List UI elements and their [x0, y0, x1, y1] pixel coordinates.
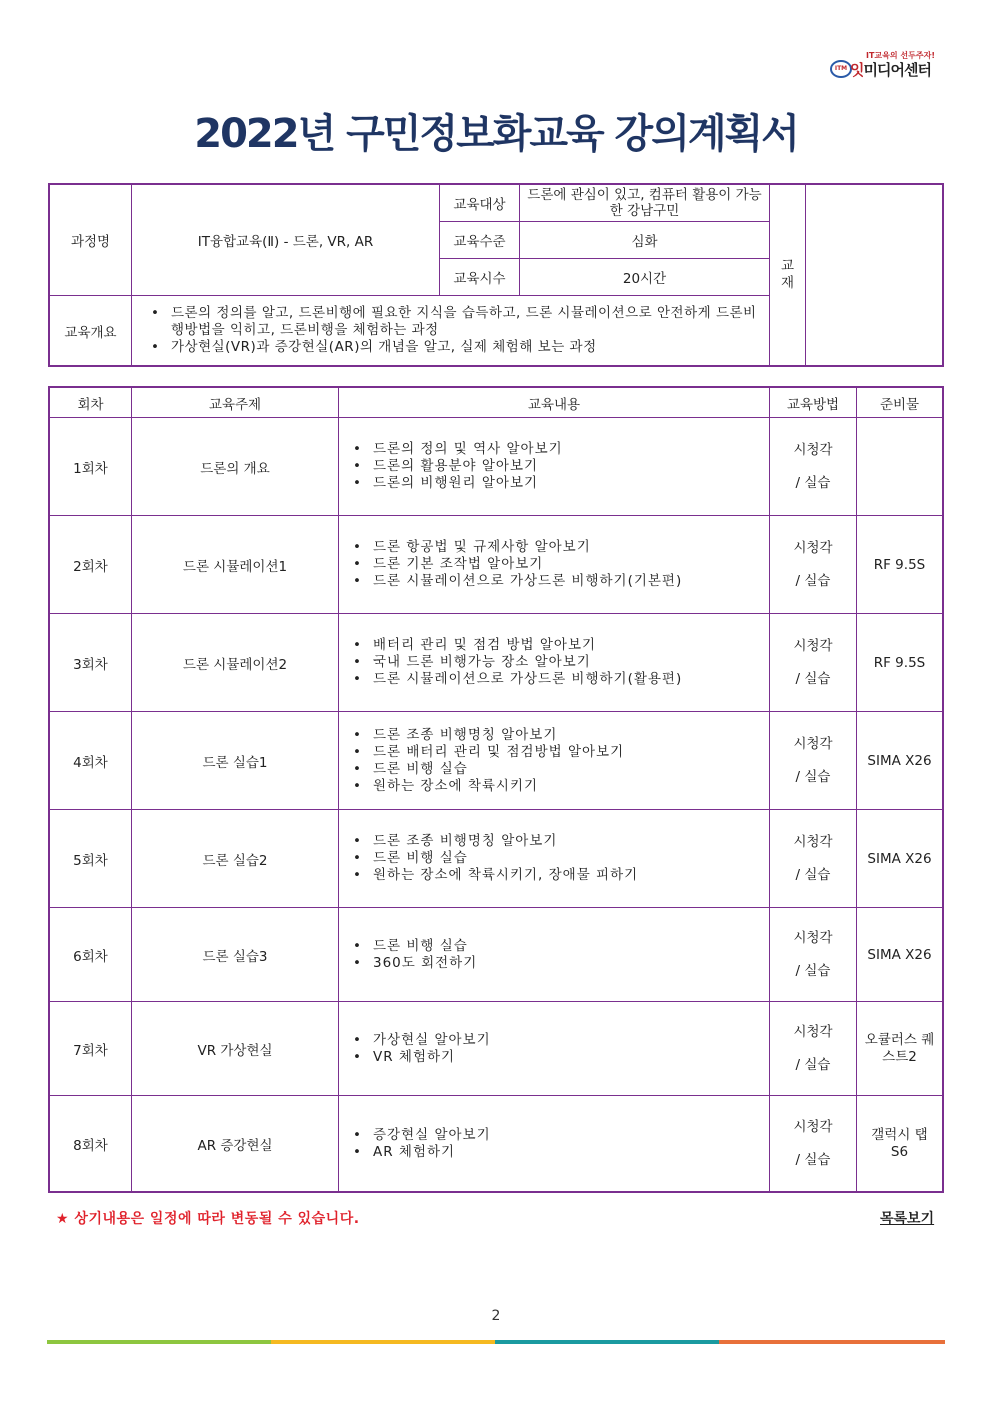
content-item: • 드론의 비행원리 알아보기 — [373, 475, 765, 492]
content-item: • 드론 비행 실습 — [373, 761, 765, 778]
content-item: • 국내 드론 비행가능 장소 알아보기 — [373, 654, 765, 671]
overview-item: • 드론의 정의를 알고, 드론비행에 필요한 지식을 습득하고, 드론 시뮬레이션으로 안전하게 드론비행방법을 익히고, 드론비행을 체험하는 과정 — [171, 305, 765, 339]
session-content — [339, 712, 770, 810]
content-item: • VR 체험하기 — [373, 1049, 765, 1066]
content-item: • 드론 시뮬레이션으로 가상드론 비행하기(기본편) — [373, 573, 765, 590]
session-content — [339, 614, 770, 712]
session-topic: 드론 시뮬레이션1 — [132, 516, 339, 614]
overview-label: 교육개요 — [50, 296, 132, 366]
content-item: • 드론의 활용분야 알아보기 — [373, 458, 765, 475]
table-row — [50, 908, 943, 1002]
session-number: 3회차 — [50, 614, 132, 712]
content-item: • 원하는 장소에 착륙시키기 — [373, 778, 765, 795]
method-line: 시청각 — [793, 1118, 833, 1135]
method-line: 시청각 — [793, 929, 833, 946]
method-line: / 실습 — [795, 670, 831, 687]
content-item: • 드론 조종 비행명칭 알아보기 — [373, 727, 765, 744]
target-value: 드론에 관심이 있고, 컴퓨터 활용이 가능한 강남구민 — [520, 185, 770, 222]
session-materials: SIMA X26 — [857, 712, 943, 810]
session-topic: 드론 실습2 — [132, 810, 339, 908]
session-topic: 드론 시뮬레이션2 — [132, 614, 339, 712]
page-title: 2022년 구민정보화교육 강의계획서 — [194, 111, 798, 157]
table-row — [50, 614, 943, 712]
session-method — [770, 614, 857, 712]
footer-bar-yellow — [271, 1340, 495, 1344]
header-method: 교육방법 — [770, 388, 857, 418]
session-method — [770, 1096, 857, 1192]
logo — [828, 50, 948, 80]
session-topic: VR 가상현실 — [132, 1002, 339, 1096]
page-number: 2 — [491, 1308, 501, 1324]
content-item: • 가상현실 알아보기 — [373, 1032, 765, 1049]
session-method — [770, 712, 857, 810]
method-line: / 실습 — [795, 866, 831, 883]
table-row — [50, 810, 943, 908]
session-materials: RF 9.5S — [857, 516, 943, 614]
session-topic: 드론의 개요 — [132, 418, 339, 516]
content-item: • 드론 배터리 관리 및 점검방법 알아보기 — [373, 744, 765, 761]
table-row — [50, 516, 943, 614]
table-row — [50, 1096, 943, 1192]
session-materials: 갤럭시 탭 S6 — [857, 1096, 943, 1192]
content-item: • 드론 기본 조작법 알아보기 — [373, 556, 765, 573]
session-content — [339, 516, 770, 614]
session-number: 6회차 — [50, 908, 132, 1002]
target-label: 교육대상 — [440, 185, 520, 222]
method-line: / 실습 — [795, 962, 831, 979]
method-line: / 실습 — [795, 1056, 831, 1073]
textbook-label: 교재 — [770, 185, 806, 366]
overview-item: • 가상현실(VR)과 증강현실(AR)의 개념을 알고, 실제 체험해 보는 과정 — [171, 339, 765, 356]
session-method — [770, 418, 857, 516]
content-item: • 360도 회전하기 — [373, 955, 765, 972]
session-content — [339, 1096, 770, 1192]
course-label: 과정명 — [50, 185, 132, 296]
logo-badge: ITM — [830, 60, 852, 78]
hours-label: 교육시수 — [440, 259, 520, 296]
course-value: IT융합교육(Ⅱ) - 드론, VR, AR — [132, 185, 440, 296]
session-materials: 오큘러스 퀘스트2 — [857, 1002, 943, 1096]
method-line: / 실습 — [795, 768, 831, 785]
level-label: 교육수준 — [440, 222, 520, 259]
method-line: 시청각 — [793, 539, 833, 556]
course-info-table — [49, 184, 943, 366]
logo-name-red: 잇 — [850, 61, 864, 79]
level-value: 심화 — [520, 222, 770, 259]
session-topic: AR 증강현실 — [132, 1096, 339, 1192]
footer-bar-orange — [719, 1340, 945, 1344]
textbook-value — [806, 185, 943, 366]
session-number: 5회차 — [50, 810, 132, 908]
method-line: 시청각 — [793, 637, 833, 654]
session-materials: RF 9.5S — [857, 614, 943, 712]
content-item: • 배터리 관리 및 점검 방법 알아보기 — [373, 637, 765, 654]
session-method — [770, 1002, 857, 1096]
logo-name-rest: 미디어센터 — [863, 61, 931, 79]
logo-tagline: IT교육의 선두주자! — [866, 51, 935, 60]
method-line: / 실습 — [795, 1151, 831, 1168]
header-content: 교육내용 — [339, 388, 770, 418]
session-number: 1회차 — [50, 418, 132, 516]
content-item: • 드론 항공법 및 규제사항 알아보기 — [373, 539, 765, 556]
content-item: • 증강현실 알아보기 — [373, 1127, 765, 1144]
table-row — [50, 712, 943, 810]
content-item: • 원하는 장소에 착륙시키기, 장애물 피하기 — [373, 867, 765, 884]
session-content — [339, 908, 770, 1002]
content-item: • 드론의 정의 및 역사 알아보기 — [373, 441, 765, 458]
list-view-link[interactable]: 목록보기 — [880, 1211, 935, 1227]
session-method — [770, 810, 857, 908]
session-method — [770, 908, 857, 1002]
table-row — [50, 418, 943, 516]
footer-bar-green — [47, 1340, 271, 1344]
header-session: 회차 — [50, 388, 132, 418]
method-line: 시청각 — [793, 833, 833, 850]
content-item: • AR 체험하기 — [373, 1144, 765, 1161]
session-number: 8회차 — [50, 1096, 132, 1192]
method-line: / 실습 — [795, 474, 831, 491]
session-topic: 드론 실습3 — [132, 908, 339, 1002]
content-item: • 드론 비행 실습 — [373, 938, 765, 955]
footer-bar-teal — [495, 1340, 719, 1344]
schedule-change-note: ★ 상기내용은 일정에 따라 변동될 수 있습니다. — [56, 1211, 360, 1227]
session-topic: 드론 실습1 — [132, 712, 339, 810]
method-line: 시청각 — [793, 441, 833, 458]
method-line: 시청각 — [793, 1023, 833, 1040]
session-method — [770, 516, 857, 614]
content-item: • 드론 비행 실습 — [373, 850, 765, 867]
session-content — [339, 810, 770, 908]
session-content — [339, 418, 770, 516]
table-row — [50, 1002, 943, 1096]
method-line: 시청각 — [793, 735, 833, 752]
session-number: 7회차 — [50, 1002, 132, 1096]
session-materials: SIMA X26 — [857, 810, 943, 908]
header-materials: 준비물 — [857, 388, 943, 418]
lecture-plan-table — [49, 387, 943, 1192]
session-content — [339, 1002, 770, 1096]
logo-name — [850, 59, 931, 80]
method-line: / 실습 — [795, 572, 831, 589]
session-number: 4회차 — [50, 712, 132, 810]
content-item: • 드론 시뮬레이션으로 가상드론 비행하기(활용편) — [373, 671, 765, 688]
hours-value: 20시간 — [520, 259, 770, 296]
overview-content — [132, 296, 770, 366]
content-item: • 드론 조종 비행명칭 알아보기 — [373, 833, 765, 850]
session-materials: SIMA X26 — [857, 908, 943, 1002]
session-number: 2회차 — [50, 516, 132, 614]
session-materials — [857, 418, 943, 516]
header-topic: 교육주제 — [132, 388, 339, 418]
